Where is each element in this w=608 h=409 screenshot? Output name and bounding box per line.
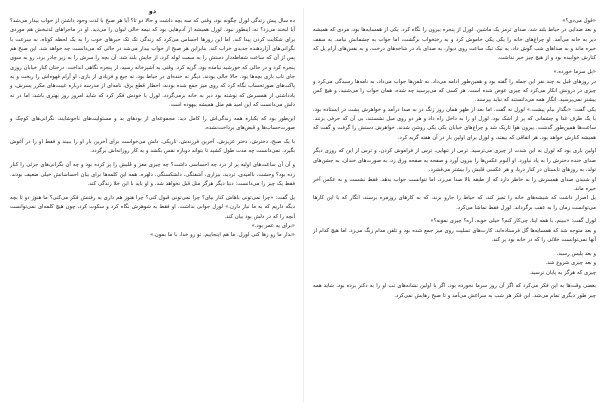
paragraph: و بعد چیزی شروع شد.	[545, 260, 596, 267]
paragraph: و بعد صدایی در حیاط بلند شد، صدای ترمز یک ماشین. لورل از پنجره بیرون را نگاه کرد. یکی از همسایه‌ها بود، مردی که همیشه دیر به خانه می‌آمد. او چراغ‌های خانه را یکی یکی خاموش کرد و به رختخواب برگشت، اما خواب به چشمانش نیامد. به سقف خیره ماند و به صداهای شب گوش داد، به تیک تیک ساعت روی دیوار، به صدای باد در شاخه‌های درخت، و به نفس‌های آرام پل که کنارش خوابیده بود و از هیچ چیز خبر نداشت.	[313, 27, 596, 62]
page-gutter	[303, 8, 304, 403]
dialogue-line: «نذار ما رو رها کنی لورل. ما هم اینجاییم. تو رو خدا، با ما بمون.»	[150, 232, 295, 239]
paragraph: در روزهای قبل به چند نفر این جمله را گفته بود و همین‌طور ادامه می‌داد. به تلفن‌ها جواب می‌داد، به نامه‌ها رسیدگی می‌کرد و چیزی در درونش انکار می‌کرد که چیزی عوض شده است. هر کسی که می‌پرسید چه شده، همان جواب را می‌شنید، و هیچ کس بیشتر نمی‌پرسید. انگار همه می‌دانستند که نباید بپرسند.	[313, 78, 596, 104]
paragraph: و آن آن ساعت‌های اولیه پر از درد چه احساسی داشت؟ چه چیزی مغز و قلبش را پر کرده بود و چه آن نگرانی‌های جزئی را کنار زده بود؟ وحشت، ناامیدی، تردید، بیزاری، آشفتگی، دلشکستگی، دلهره، همه این کلمه‌ها برای بیان احساساتش خیلی ضعیف بودند. فقط یک چیز را می‌دانست: دنیا دیگر هرگز مثل قبل نخواهد شد، و او باید با این خلا زندگی کند.	[10, 162, 295, 187]
paragraph: پل اصرار داشت که شیشه‌های خانه را تمیز کند، که حیاط را جارو بزند، که به کارهای روزمره برسند، انگار که با این کارها می‌توانست زمان را به عقب برگرداند. لورل فقط تماشا می‌کرد.	[313, 195, 596, 211]
left-page	[6, 0, 297, 409]
paragraph: و بعد پلیس رسید.	[556, 250, 596, 257]
paragraph: یکی گفت: «بگذار بیام پیشت.» لورل نه گفت. اما بعد از ظهر همان روز زنگ در به صدا درآمد و خواهرش پشت در ایستاده بود، با یک ظرف غذا و چشمانی که پر از اشک بود. لورل او را به داخل راه داد و هر دو روی مبل نشستند، بی آن که حرفی بزنند. ساعت‌ها همین‌طور گذشت. بیرون هوا تاریک شد و چراغ‌های خیابان یکی یکی روشن شدند. خواهرش دستش را گرفت و گفت که همیشه کنارش خواهد بود، هر اتفاقی که بیفتد، و لورل برای اولین بار در آن هفته گریه کرد.	[313, 106, 596, 141]
paragraph: پل گفت: «چرا نمی‌تونی باهاش کنار بیای؟ چرا نمی‌تونی قبول کنی؟ چرا هنوز هم داری به رفتنش فکر می‌کنی؟ ما هنوز دو تا بچه دیگه داریم که به ما نیاز دارن.» لورل جوابی نداشت. او فقط به شوهرش نگاه کرد و سکوت کرد، چون هیچ کلمه‌ای نمی‌توانست آنچه را که در دلش بود بیان کند.	[10, 194, 295, 220]
right-page	[311, 0, 602, 409]
paragraph: با یک صبح، دخترش، دختر عزیزش، آخرین فرزندش، تاریکی. دلش می‌خواست برای آخرین بار او را ببیند و فقط او را در آغوش بگیرد. نمی‌دانست چه مدت طول کشید تا بتواند دوباره نفس بکشد و به کار روزانه‌اش برگردد.	[10, 139, 295, 155]
running-head: دو	[148, 8, 157, 15]
paragraph: این‌طور بود که یکباره همه زندگی‌اش را کامل دید: مجموعه‌ای از بودهای بد و مسئولیت‌های ناخوشایند، نگرانی‌های کوچک و صورت‌حساب‌ها و قبض‌های پرداخت‌نشده.	[10, 115, 295, 132]
dialogue-line: «پل سرما خورده.»	[553, 69, 596, 76]
paragraph: اولین باری بود که لورل به این شدت از چیزی می‌ترسید. ترس از تنهایی، ترس از فراموش کردن، و ترس از این که روزی دیگر صدای خنده دخترش را به یاد نیاورد. او آلبوم عکس‌ها را بیرون آورد و صفحه به صفحه ورق زد، به صورت‌های خندان، به جشن‌های تولد، به روزهای تابستان در کنار دریا، و هر عکسی قلبش را بیشتر می‌فشرد.	[313, 148, 596, 174]
paragraph: ده سال پیش زندگی لورل چگونه بود، وقتی که سه بچه داشت و حالا دو تا؟ آیا هر صبح با لذت وجود داشتن از خواب بیدار می‌شد؟ آیا لبخند می‌زد؟ نه، اینطور نبود. لورل همیشه از آدم‌هایی بود که نیمه خالی لیوان را می‌دید. او در ماجراهای لذتبخش هم موردی برای شکایت کردن پیدا کند. اما این روزها احساس می‌کرد که زندگی تک تک خبرهای خوب را به یک لحظه کوتاه، به سرعت با نگرانی‌های آزاردهنده جدیدی خراب کند. بنابراین هر صبح از خواب بیدار می‌شد در حالی که می‌دانست چه خواهد شد. این صبح هم پس از آن که ساعت شماطه‌دار دستش را به سمت لوله کرد، از جایش بلند شد. آن بچه را سرش را به زیر چادر برد، رو به سوی پنجره کرد و در حالی که خورشید نیامده بود، گریه کرد. وقتی به آشپزخانه رسید، از پنجره نگاهی انداخت. درختان کنار خیابان روزی جای تاب بازی بچه‌ها بود. حالا خالی بودند. دیگر نه خنده‌ای در حیاط بود، نه جیغ و فریادی از بازی. او آرام قهوه‌اش را ریخت و به پاکت‌های صورتحساب نگاه کرد که روی میز جمع شده بودند، اخطار قطع برق، نامه‌ای از مدرسه درباره غیبت‌های مکرر پسرش، و یادداشتی از همسرش که نوشته بود دیر به خانه برمی‌گردد. لورل با خودش فکر کرد که شاید امروز روز بهتری باشد، اما در ته دلش می‌دانست که این امید هم مثل همیشه بیهوده است.	[10, 18, 295, 109]
paragraph: چیزی که هرگز به پایان نرسید.	[529, 269, 596, 276]
paragraph: بعضی وقت‌ها به این فکر می‌کرد که اگر آن روز سرما نخورده بود، اگر با اولین نشانه‌های تب او را به دکتر برده بود، شاید همه چیز طور دیگری تمام می‌شد. این فکر هر شب به سراغش می‌آمد و تا صبح رهایش نمی‌کرد.	[313, 283, 596, 299]
dialogue-line: لورل گفت: «ببینم، با همه اینا، چی‌کار کنم؟ خیلی خوبه، آره؟ چیزی نمونه؟»	[430, 218, 596, 225]
paragraph: و بعد متوجه شد که همسایه‌ها گل فرستاده‌اند، کارت‌های تسلیت روی میز جمع شده بود و تلفن مدام زنگ می‌زد. اما هیچ کدام از آنها نمی‌توانست خلائی را که در خانه بود پر کند.	[313, 227, 596, 244]
dialogue-line: «برای یه عمر بود.»	[251, 222, 295, 229]
paragraph: او شنیدن صدای همسرش را به خاطر دارد که از طبقه بالا صدا می‌زد، اما نتوانست جواب بدهد. فقط نشست و به عکس آخر خیره ماند.	[313, 176, 596, 192]
dialogue-line: «قول می‌دی؟»	[562, 18, 596, 24]
